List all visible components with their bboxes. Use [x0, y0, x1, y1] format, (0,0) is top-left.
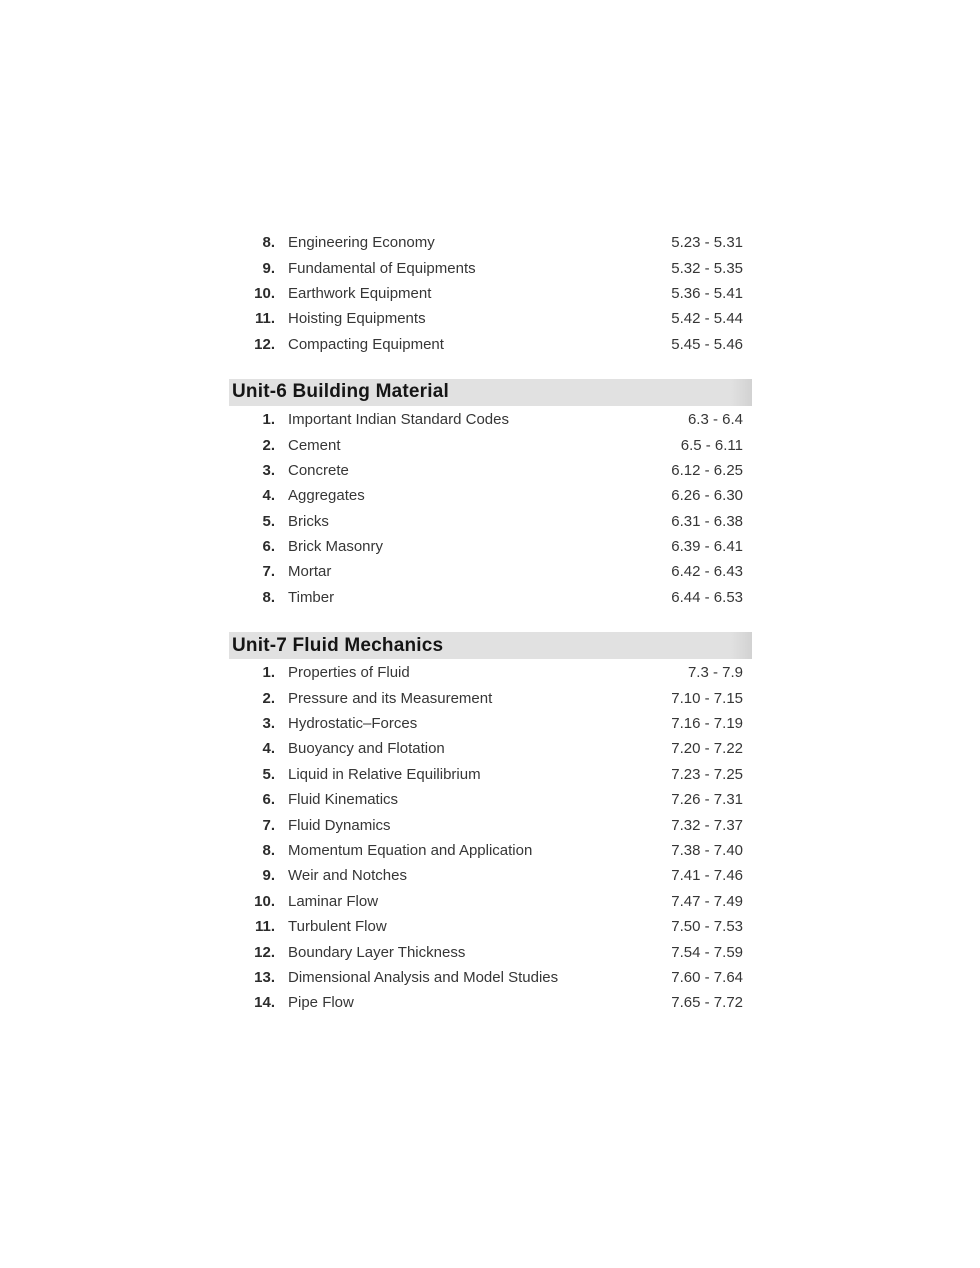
item-number: 4. [262, 740, 275, 758]
item-number: 6. [262, 538, 275, 556]
item-title: Weir and Notches [288, 867, 407, 885]
unit-title: Unit-6 Building Material [232, 381, 449, 403]
toc-row [229, 965, 752, 990]
toc-item-list [229, 660, 752, 1015]
item-pages: 6.31 - 6.38 [671, 512, 743, 530]
toc-row [229, 787, 752, 812]
item-title: Pipe Flow [288, 994, 354, 1012]
item-pages: 6.5 - 6.11 [680, 436, 743, 454]
item-number: 2. [262, 689, 275, 707]
toc-item-list [229, 230, 752, 357]
toc-item-list [229, 407, 752, 610]
item-number: 3. [262, 461, 275, 479]
item-pages: 7.47 - 7.49 [671, 892, 743, 910]
item-pages: 5.23 - 5.31 [671, 234, 743, 252]
item-pages: 5.32 - 5.35 [671, 259, 743, 277]
item-number: 5. [262, 512, 275, 530]
item-pages: 6.39 - 6.41 [671, 538, 743, 556]
item-title: Fundamental of Equipments [288, 259, 476, 277]
toc-row [229, 534, 752, 559]
item-number: 14. [254, 994, 275, 1012]
item-pages: 7.60 - 7.64 [671, 968, 743, 986]
toc-row [229, 255, 752, 280]
toc-row [229, 990, 752, 1015]
item-pages: 7.20 - 7.22 [671, 740, 743, 758]
item-number: 9. [262, 867, 275, 885]
item-title: Aggregates [288, 487, 365, 505]
item-title: Bricks [288, 512, 329, 530]
item-pages: 7.65 - 7.72 [671, 994, 743, 1012]
item-pages: 6.44 - 6.53 [671, 588, 743, 606]
toc-row [229, 483, 752, 508]
item-number: 8. [262, 234, 275, 252]
item-pages: 5.45 - 5.46 [671, 335, 743, 353]
toc-row [229, 762, 752, 787]
toc-row [229, 939, 752, 964]
item-title: Pressure and its Measurement [288, 689, 493, 707]
item-title: Properties of Fluid [288, 664, 410, 682]
toc-row [229, 281, 752, 306]
item-pages: 7.3 - 7.9 [687, 664, 743, 682]
toc-row [229, 332, 752, 357]
toc-row [229, 863, 752, 888]
toc-row [229, 914, 752, 939]
toc-row [229, 585, 752, 610]
item-number: 11. [254, 310, 275, 328]
unit-header [229, 632, 752, 659]
item-pages: 7.41 - 7.46 [671, 867, 743, 885]
item-title: Boundary Layer Thickness [288, 943, 466, 961]
item-title: Liquid in Relative Equilibrium [288, 765, 481, 783]
item-pages: 6.3 - 6.4 [687, 411, 743, 429]
item-number: 10. [254, 284, 275, 302]
item-number: 7. [262, 563, 275, 581]
item-title: Laminar Flow [288, 892, 379, 910]
item-title: Mortar [288, 563, 332, 581]
item-pages: 7.10 - 7.15 [671, 689, 743, 707]
item-title: Buoyancy and Flotation [288, 740, 445, 758]
item-title: Cement [288, 436, 341, 454]
item-number: 1. [262, 411, 275, 429]
item-title: Hoisting Equipments [288, 310, 426, 328]
item-title: Fluid Dynamics [288, 816, 391, 834]
item-number: 8. [262, 588, 275, 606]
item-pages: 7.23 - 7.25 [671, 765, 743, 783]
item-number: 4. [262, 487, 275, 505]
item-number: 6. [262, 791, 275, 809]
item-number: 9. [262, 259, 275, 277]
item-pages: 5.42 - 5.44 [671, 310, 743, 328]
item-pages: 5.36 - 5.41 [671, 284, 743, 302]
item-number: 3. [262, 715, 275, 733]
item-number: 12. [254, 943, 275, 961]
item-pages: 7.38 - 7.40 [671, 842, 743, 859]
toc-row [229, 407, 752, 432]
item-title: Compacting Equipment [288, 335, 444, 353]
toc-row [229, 685, 752, 710]
table-of-contents [229, 229, 752, 1016]
toc-row [229, 838, 752, 863]
item-pages: 6.42 - 6.43 [671, 563, 743, 581]
toc-row [229, 458, 752, 483]
toc-row [229, 660, 752, 685]
toc-row [229, 711, 752, 736]
item-pages: 7.32 - 7.37 [671, 816, 743, 834]
item-pages: 7.16 - 7.19 [671, 715, 743, 733]
item-title: Important Indian Standard Codes [288, 411, 509, 429]
unit-title: Unit-7 Fluid Mechanics [232, 634, 444, 656]
item-number: 12. [254, 335, 275, 353]
item-number: 1. [262, 664, 275, 682]
item-pages: 6.26 - 6.30 [671, 487, 743, 505]
item-number: 5. [262, 765, 275, 783]
item-pages: 7.54 - 7.59 [671, 943, 743, 961]
item-title: Fluid Kinematics [288, 791, 399, 809]
toc-row [229, 889, 752, 914]
toc-row [229, 509, 752, 534]
item-pages: 7.50 - 7.53 [671, 918, 743, 936]
item-title: Brick Masonry [288, 538, 384, 556]
item-number: 2. [262, 436, 275, 454]
item-number: 7. [262, 816, 275, 834]
toc-row [229, 736, 752, 761]
item-number: 13. [254, 968, 275, 986]
item-title: Earthwork Equipment [288, 284, 432, 302]
item-number: 8. [262, 842, 275, 859]
item-number: 10. [254, 892, 275, 910]
item-title: Concrete [288, 461, 349, 479]
unit-header [229, 379, 752, 406]
toc-row [229, 306, 752, 331]
item-pages: 6.12 - 6.25 [671, 461, 743, 479]
item-pages: 7.26 - 7.31 [671, 791, 743, 809]
toc-row [229, 230, 752, 255]
item-number: 11. [254, 918, 275, 936]
item-title: Timber [288, 588, 335, 606]
item-title: Engineering Economy [288, 234, 435, 252]
toc-row [229, 559, 752, 584]
toc-row [229, 432, 752, 457]
item-title: Hydrostatic–Forces [288, 715, 418, 733]
item-title: Momentum Equation and Application [288, 842, 533, 859]
item-title: Dimensional Analysis and Model Studies [288, 968, 559, 986]
toc-row [229, 812, 752, 837]
item-title: Turbulent Flow [288, 918, 387, 936]
